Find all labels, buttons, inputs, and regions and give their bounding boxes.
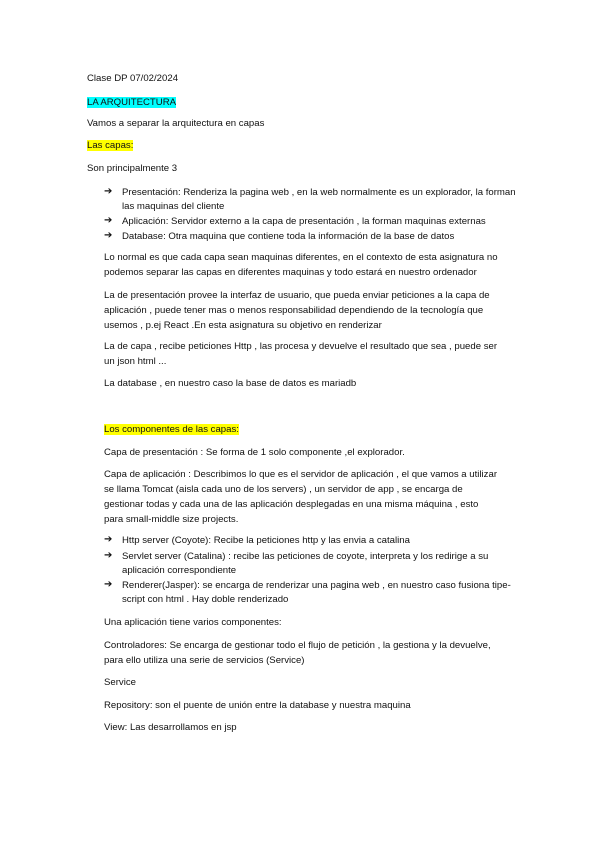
paragraph-line: Service: [104, 677, 136, 688]
list-item: ➔ Database: Otra maquina que contiene toda la información de la base de datos: [104, 230, 455, 242]
layers-count: Son principalmente 3: [87, 163, 178, 174]
list-item: ➔ Aplicación: Servidor externo a la capa de presentación , la forman maquinas externas: [104, 215, 486, 227]
paragraph-line: Controladores: Se encarga de gestionar todo el flujo de petición , la gestiona y la devuelve,: [104, 640, 491, 651]
paragraph-line: La de presentación provee la interfaz de usuario, que pueda enviar peticiones a la capa de: [104, 290, 490, 301]
paragraph-line: gestionar todas y cada una de las aplicación desplegadas en una misma máquina , esto: [104, 499, 479, 510]
list-item: ➔ Http server (Coyote): Recibe la peticiones http y las envia a catalina: [104, 534, 410, 546]
arrow-right-icon: ➔: [104, 579, 113, 590]
intro-text: Vamos a separar la arquitectura en capas: [87, 118, 265, 129]
arrow-right-icon: ➔: [104, 550, 113, 561]
paragraph-line: para ello utiliza una serie de servicios (Service): [104, 655, 305, 666]
paragraph-line: La database , en nuestro caso la base de datos es mariadb: [104, 378, 357, 389]
list-item: ➔ Presentación: Renderiza la pagina web , en la web normalmente es un explorador, la forman las maquinas del cliente: [104, 186, 516, 212]
components-heading: Los componentes de las capas:: [104, 424, 239, 435]
arrow-right-icon: ➔: [104, 230, 113, 241]
paragraph-line: podemos separar las capas en diferentes maquinas y todo estará en nuestro ordenador: [104, 267, 477, 278]
paragraph-line: un json html ...: [104, 356, 167, 367]
paragraph-line: View: Las desarrollamos en jsp: [104, 722, 237, 733]
arrow-right-icon: ➔: [104, 186, 113, 197]
list-item: ➔ Renderer(Jasper): se encarga de renderizar una pagina web , en nuestro caso fusiona tipe-script con html . Hay doble renderizado: [104, 579, 511, 605]
paragraph-line: se llama Tomcat (aisla cada uno de los servers) , un servidor de app , se encarga de: [104, 484, 463, 495]
layers-heading: Las capas:: [87, 140, 134, 151]
paragraph-line: Repository: son el puente de unión entre la database y nuestra maquina: [104, 700, 411, 711]
paragraph-line: para small-middle size projects.: [104, 514, 239, 525]
arrow-right-icon: ➔: [104, 215, 113, 226]
class-date: Clase DP 07/02/2024: [87, 73, 179, 84]
paragraph-line: usemos , p.ej React .En esta asignatura su objetivo en renderizar: [104, 320, 382, 331]
list-item: ➔ Servlet server (Catalina) : recibe las peticiones de coyote, interpreta y los redirige a su aplicación correspondiente: [104, 550, 489, 576]
paragraph-line: Capa de presentación : Se forma de 1 solo componente ,el explorador.: [104, 447, 405, 458]
paragraph-line: Una aplicación tiene varios componentes:: [104, 617, 282, 628]
paragraph-line: La de capa , recibe peticiones Http , las procesa y devuelve el resultado que sea , puede ser: [104, 341, 498, 352]
paragraph-line: aplicación , puede tener mas o menos responsabilidad dependiendo de la tecnología que: [104, 305, 484, 316]
paragraph-line: Lo normal es que cada capa sean maquinas diferentes, en el contexto de esta asignatura no: [104, 252, 498, 263]
section-title: LA ARQUITECTURA: [87, 97, 177, 108]
paragraph-line: Capa de aplicación : Describimos lo que es el servidor de aplicación , el que vamos a utilizar: [104, 469, 498, 480]
arrow-right-icon: ➔: [104, 534, 113, 545]
